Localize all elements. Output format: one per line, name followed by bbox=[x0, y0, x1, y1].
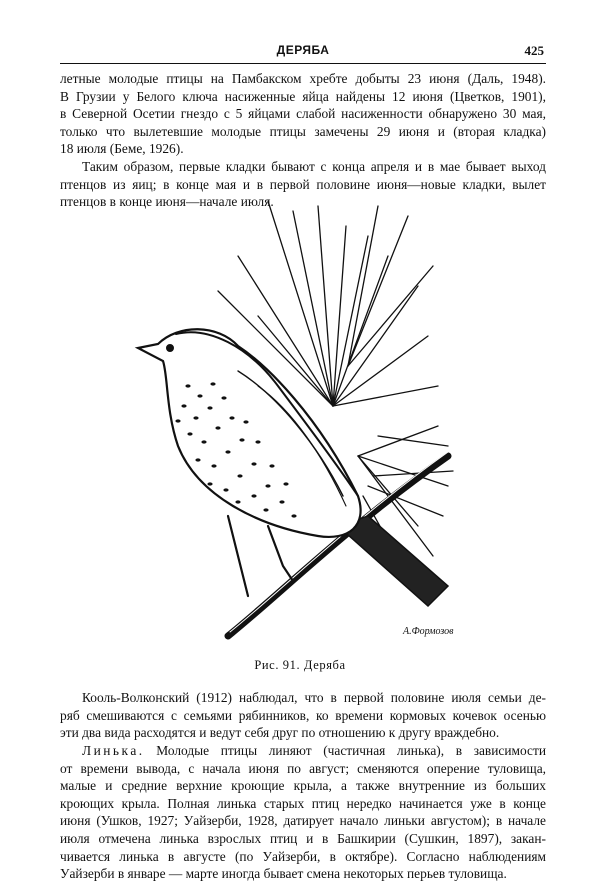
page-header bbox=[60, 40, 546, 60]
text-line: птенцов в конце июня—начале июля. bbox=[60, 194, 274, 210]
text-line: от времени вывода, с начала июня по август; сменяются оперение туловища, bbox=[60, 760, 546, 776]
page-number: 425 bbox=[524, 43, 544, 58]
running-title: ДЕРЯБА bbox=[276, 43, 330, 57]
artist-signature: А.Формозов bbox=[403, 626, 454, 637]
section-heading: Линька. bbox=[82, 743, 145, 758]
text-line bbox=[60, 742, 546, 760]
text-run: Молодые птицы линяют (частичная линька), в зависимости bbox=[156, 743, 546, 758]
text-line: Уайзерби в январе — марте иногда бывает смена некоторых перьев туловища. bbox=[60, 866, 507, 882]
text-line: Кооль-Волконский (1912) наблюдал, что в первой половине июля семьи де- bbox=[82, 690, 546, 705]
text-line: летные молодые птицы на Памбакском хребте добыты 23 июня (Даль, 1948). bbox=[60, 71, 546, 86]
header-rule bbox=[60, 63, 546, 64]
text-line: птенцов из яиц; в конце мая и в первой половине июня—новые кладки, вылет bbox=[60, 176, 546, 192]
text-line: только что вылетевшие молодые птицы замечены 29 июня и (вторая кладка) bbox=[60, 123, 546, 139]
text-line: В Грузии у Белого ключа насиженные яйца найдены 12 июня (Цветков, 1901), bbox=[60, 88, 546, 104]
text-line: в Северной Осетии гнездо с 5 яйцами слабой насиженности обнаружено 30 мая, bbox=[60, 106, 546, 122]
paragraph-molt bbox=[60, 742, 546, 883]
text-line: ряб смешиваются с семьями рябинников, ко времени кормовых кочевок осенью bbox=[60, 707, 546, 723]
text-line: июня (Ушков, 1927; Уайзерби, 1928, датирует начало линьки августом); в начале bbox=[60, 813, 546, 829]
text-line: кроющих крыла. Полная линька старых птиц нередко начинается уже в конце bbox=[60, 795, 546, 811]
text-line: эти два вида расходятся и ведут себя друг по отношению к другу враждебно. bbox=[60, 725, 500, 741]
text-line: Таким образом, первые кладки бывают с конца апреля и в мае бывает выход bbox=[82, 159, 546, 174]
text-line: чивается линька в августе (по Уайзерби, в октябре). Согласно наблюдениям bbox=[60, 848, 546, 864]
text-line: июля отмечена линька взрослых птиц и в Башкирии (Сушкин, 1897), закан- bbox=[60, 830, 546, 846]
text-line: малые и средние верхние кроющие крыла, а также внутренние из больших bbox=[60, 778, 546, 794]
figure-caption: Рис. 91. Деряба bbox=[254, 658, 346, 672]
paragraph-1 bbox=[60, 70, 546, 158]
text-line: 18 июля (Беме, 1926). bbox=[60, 141, 184, 157]
paragraph-3 bbox=[60, 689, 546, 742]
mistle-thrush-icon bbox=[118, 196, 458, 646]
thrush-illustration bbox=[118, 196, 458, 646]
